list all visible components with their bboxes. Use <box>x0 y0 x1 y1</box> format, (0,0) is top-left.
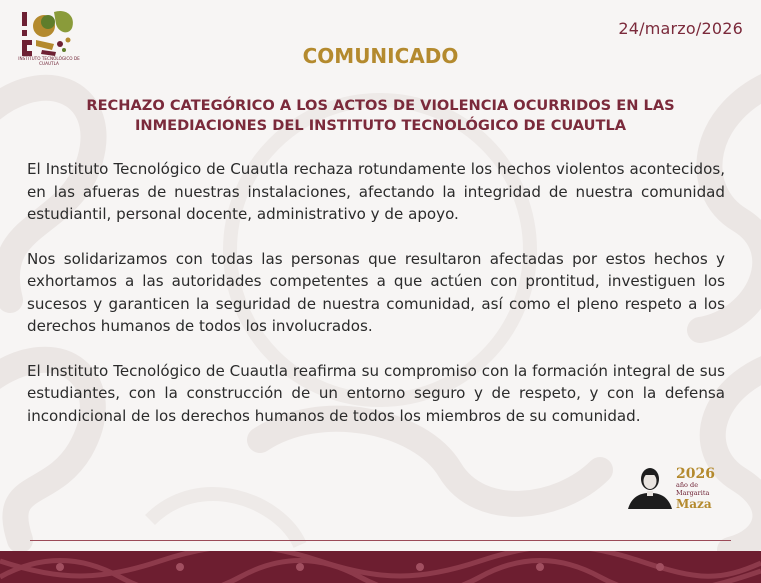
document-body <box>27 158 725 449</box>
paragraph-1: El Instituto Tecnológico de Cuautla rechaza rotundamente los hechos violentos acontecidos, en las afueras de nuestras instalaciones, afectando la integridad de nuestra comunidad estudiantil, personal docente, administrativo y de apoyo. <box>27 160 725 223</box>
badge-line: año de Margarita <box>676 481 710 497</box>
document-date: 24/marzo/2026 <box>618 19 743 38</box>
paragraph-2: Nos solidarizamos con todas las personas que resultaron afectadas por estos hechos y exhortamos a las autoridades competentes a que actúen con prontitud, investiguen los sucesos y garanticen la seguridad de nuestra comunidad, así como el pleno respeto a los derechos humanos de todos los involucrados. <box>27 249 725 335</box>
badge-year: 2026 <box>676 466 715 482</box>
document-subtitle: RECHAZO CATEGÓRICO A LOS ACTOS DE VIOLENCIA OCURRIDOS EN LAS INMEDIACIONES DEL INSTITUTO TECNOLÓGICO DE CUAUTLA <box>86 97 675 134</box>
footer-pattern <box>0 551 761 583</box>
page-title: COMUNICADO <box>302 44 459 68</box>
logo-caption: INSTITUTO TECNOLÓGICO DE CUAUTLA <box>18 56 80 66</box>
footer-divider <box>30 540 731 541</box>
badge-name: Maza <box>676 497 712 511</box>
paragraph-3: El Instituto Tecnológico de Cuautla reafirma su compromiso con la formación integral de sus estudiantes, con la construcción de un entorno seguro y de respeto, y con la defensa incondicional de los derechos humanos de todos los miembros de su comunidad. <box>27 361 725 425</box>
